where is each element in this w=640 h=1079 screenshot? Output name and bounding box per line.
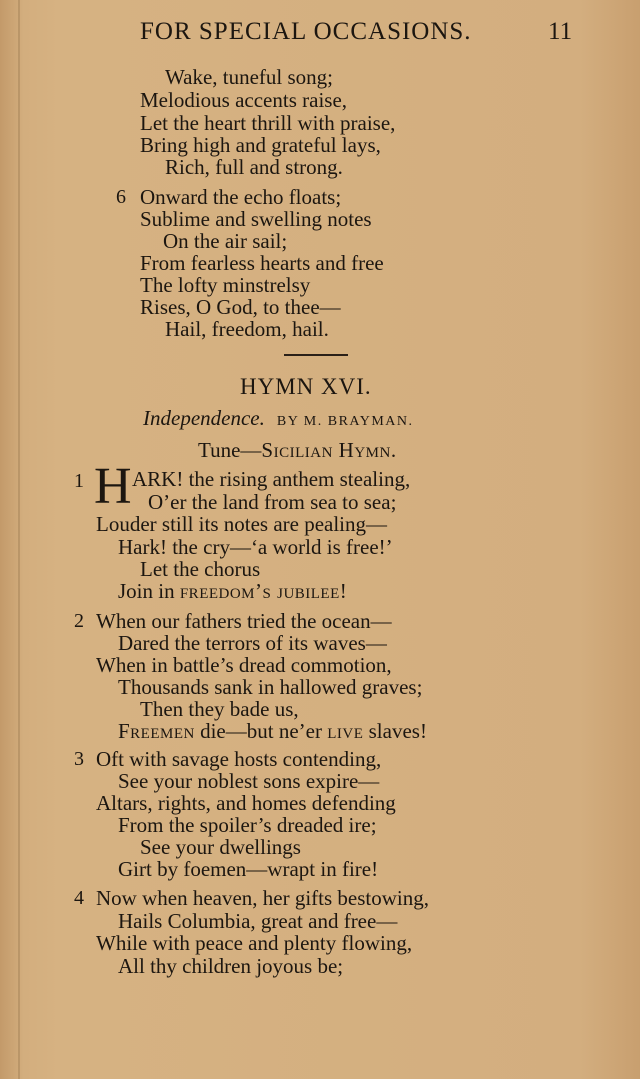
verse-line: On the air sail; xyxy=(163,229,288,253)
tune-prefix: Tune— xyxy=(198,438,262,462)
hymn-tune xyxy=(198,438,397,463)
page-gutter-shadow xyxy=(18,0,20,1079)
page-number: 11 xyxy=(548,18,573,45)
verse-line: Let the chorus xyxy=(140,557,261,581)
verse-line: Bring high and grateful lays, xyxy=(140,133,381,157)
line-text: ! xyxy=(339,579,347,603)
verse-line: See your noblest sons expire— xyxy=(118,769,380,793)
verse-line: Dared the terrors of its waves— xyxy=(118,631,387,655)
hymn-theme: Independence. xyxy=(143,406,265,430)
drop-capital: H xyxy=(94,458,132,515)
verse-line: Louder still its notes are pealing— xyxy=(96,512,388,536)
small-caps-text: live xyxy=(327,719,364,743)
verse-line: Thousands sank in hallowed graves; xyxy=(118,675,423,699)
hymn-title: HYMN XVI. xyxy=(240,374,372,399)
stanza-number: 1 xyxy=(74,470,84,492)
verse-line: Onward the echo floats; xyxy=(140,185,342,209)
verse-line: Let the heart thrill with praise, xyxy=(140,111,396,135)
stanza-number: 2 xyxy=(74,610,84,632)
running-header xyxy=(0,18,640,52)
verse-line: All thy children joyous be; xyxy=(118,954,344,978)
verse-line: Altars, rights, and homes defending xyxy=(96,791,396,815)
verse-line: O’er the land from sea to sea; xyxy=(148,490,397,514)
section-divider xyxy=(284,354,348,356)
hymn-author: BY M. BRAYMAN. xyxy=(276,414,414,429)
verse-line: Wake, tuneful song; xyxy=(165,65,334,89)
tune-name: Sicilian Hymn. xyxy=(261,438,397,462)
verse-line: ARK! the rising anthem stealing, xyxy=(132,467,411,491)
line-text: die—but ne’er xyxy=(194,719,328,743)
verse-line: See your dwellings xyxy=(140,835,301,859)
small-caps-text: freedom’s jubilee xyxy=(179,579,340,603)
verse-line: Then they bade us, xyxy=(140,697,299,721)
verse-line xyxy=(118,720,427,743)
verse-line: While with peace and plenty flowing, xyxy=(96,931,413,955)
verse-line: Girt by foemen—wrapt in fire! xyxy=(118,857,379,881)
line-text: Join in xyxy=(118,579,180,603)
verse-line: Melodious accents raise, xyxy=(140,88,348,112)
line-text: slaves! xyxy=(363,719,427,743)
header-title: FOR SPECIAL OCCASIONS. xyxy=(140,18,472,45)
verse-line: Rises, O God, to thee— xyxy=(140,295,341,319)
verse-line: When our fathers tried the ocean— xyxy=(96,609,392,633)
verse-line xyxy=(118,580,347,603)
stanza-number: 6 xyxy=(116,186,126,208)
stanza-number: 3 xyxy=(74,748,84,770)
verse-line: Now when heaven, her gifts bestowing, xyxy=(96,886,430,910)
verse-line: From fearless hearts and free xyxy=(140,251,384,275)
verse-line: Oft with savage hosts contending, xyxy=(96,747,382,771)
stanza-number: 4 xyxy=(74,887,84,909)
verse-line: The lofty minstrelsy xyxy=(140,273,311,297)
verse-line: Sublime and swelling notes xyxy=(140,207,372,231)
verse-line: Hails Columbia, great and free— xyxy=(118,909,398,933)
verse-line: Rich, full and strong. xyxy=(165,155,343,179)
small-caps-text: Freemen xyxy=(118,719,195,743)
hymn-subtitle xyxy=(143,406,414,431)
verse-line: Hail, freedom, hail. xyxy=(165,317,329,341)
verse-line: When in battle’s dread commotion, xyxy=(96,653,392,677)
verse-line: From the spoiler’s dreaded ire; xyxy=(118,813,377,837)
verse-line: Hark! the cry—‘a world is free!’ xyxy=(118,535,393,559)
